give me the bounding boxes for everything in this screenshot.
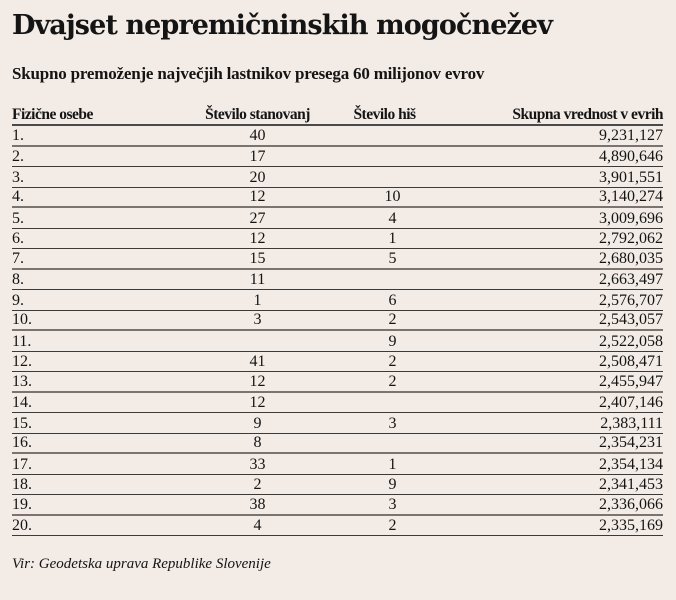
houses-cell: 10 (384, 188, 401, 205)
table-row (12, 331, 663, 352)
houses-cell: 1 (388, 230, 397, 247)
table-header (12, 106, 663, 126)
page-title: Dvajset nepremičninskih mogočnežev (12, 10, 552, 41)
page-subtitle: Skupno premoženje največjih lastnikov presega 60 milijonov evrov (12, 64, 485, 83)
rank-cell: 11. (12, 332, 32, 350)
table-row (12, 147, 663, 168)
value-cell: 2,680,035 (599, 249, 663, 267)
table-row (12, 393, 663, 414)
table-row (12, 454, 663, 475)
apartments-cell: 12 (249, 188, 266, 205)
rank-cell: 16. (12, 434, 32, 451)
apartments-cell: 12 (249, 230, 266, 247)
rank-cell: 6. (12, 230, 24, 247)
apartments-cell: 4 (253, 517, 262, 534)
houses-cell: 2 (388, 372, 397, 390)
table-row (12, 352, 663, 373)
value-cell: 2,354,134 (599, 455, 663, 473)
header-houses: Število hiš (353, 106, 416, 123)
source-note: Vir: Geodetska uprava Republike Slovenije (12, 556, 271, 572)
apartments-cell: 41 (249, 353, 266, 370)
rank-cell: 1. (12, 126, 24, 144)
value-cell: 2,336,066 (599, 495, 663, 513)
houses-cell: 9 (388, 476, 397, 493)
value-cell: 2,792,062 (599, 230, 663, 247)
apartments-cell: 12 (249, 394, 266, 411)
apartments-cell: 2 (253, 476, 262, 493)
rank-cell: 19. (12, 495, 32, 513)
houses-cell: 6 (388, 291, 397, 309)
rank-cell: 8. (12, 271, 24, 288)
houses-cell: 2 (388, 517, 397, 534)
value-cell: 2,354,231 (599, 434, 663, 451)
rank-cell: 10. (12, 311, 32, 328)
apartments-cell: 40 (249, 126, 266, 144)
apartments-cell: 3 (253, 311, 262, 328)
table-row (12, 495, 663, 516)
apartments-cell: 1 (253, 291, 262, 309)
houses-cell: 2 (388, 353, 397, 370)
table-row (12, 311, 663, 332)
houses-cell: 5 (388, 249, 397, 267)
value-cell: 2,543,057 (599, 311, 663, 328)
table-row (12, 229, 663, 250)
table-row (12, 290, 663, 311)
apartments-cell: 33 (249, 455, 266, 473)
apartments-cell: 27 (249, 209, 266, 227)
rank-cell: 9. (12, 291, 24, 309)
apartments-cell: 8 (253, 434, 262, 451)
value-cell: 2,663,497 (599, 271, 663, 288)
value-cell: 2,576,707 (599, 291, 663, 309)
value-cell: 3,901,551 (599, 168, 663, 186)
houses-cell: 3 (388, 495, 397, 513)
value-cell: 3,009,696 (599, 209, 663, 227)
table-row (12, 249, 663, 270)
houses-cell: 1 (388, 455, 397, 473)
houses-cell: 2 (388, 311, 397, 328)
header-apartments: Število stanovanj (205, 106, 310, 123)
rank-cell: 20. (12, 517, 32, 534)
rank-cell: 12. (12, 353, 32, 370)
value-cell: 2,407,146 (599, 394, 663, 411)
table-row (12, 434, 663, 455)
houses-cell: 9 (388, 332, 397, 350)
apartments-cell: 17 (249, 148, 266, 165)
rank-cell: 18. (12, 476, 32, 493)
value-cell: 2,455,947 (599, 372, 663, 390)
table-row (12, 516, 663, 537)
table-row (12, 188, 663, 209)
apartments-cell: 12 (249, 372, 266, 390)
table-body (12, 126, 663, 536)
houses-cell: 3 (388, 414, 397, 432)
table-row (12, 372, 663, 393)
owners-table (12, 106, 663, 536)
rank-cell: 7. (12, 249, 24, 267)
rank-cell: 3. (12, 168, 24, 186)
value-cell: 2,508,471 (599, 353, 663, 370)
table-row (12, 270, 663, 291)
apartments-cell: 11 (249, 271, 266, 288)
rank-cell: 17. (12, 455, 32, 473)
value-cell: 2,335,169 (599, 517, 663, 534)
apartments-cell: 15 (249, 249, 266, 267)
value-cell: 2,522,058 (599, 332, 663, 350)
value-cell: 9,231,127 (599, 126, 663, 144)
houses-cell: 4 (388, 209, 397, 227)
header-persons: Fizične osebe (12, 106, 93, 123)
rank-cell: 2. (12, 148, 24, 165)
apartments-cell: 9 (253, 414, 262, 432)
table-row (12, 475, 663, 496)
apartments-cell: 20 (249, 168, 266, 186)
apartments-cell: 38 (249, 495, 266, 513)
rank-cell: 13. (12, 372, 32, 390)
table-row (12, 208, 663, 229)
rank-cell: 15. (12, 414, 32, 432)
value-cell: 3,140,274 (599, 188, 663, 205)
header-value: Skupna vrednost v evrih (512, 106, 663, 123)
table-row (12, 413, 663, 434)
value-cell: 2,341,453 (599, 476, 663, 493)
value-cell: 2,383,111 (600, 414, 663, 432)
rank-cell: 5. (12, 209, 24, 227)
value-cell: 4,890,646 (599, 148, 663, 165)
table-row (12, 126, 663, 147)
table-row (12, 167, 663, 188)
rank-cell: 14. (12, 394, 32, 411)
rank-cell: 4. (12, 188, 24, 205)
